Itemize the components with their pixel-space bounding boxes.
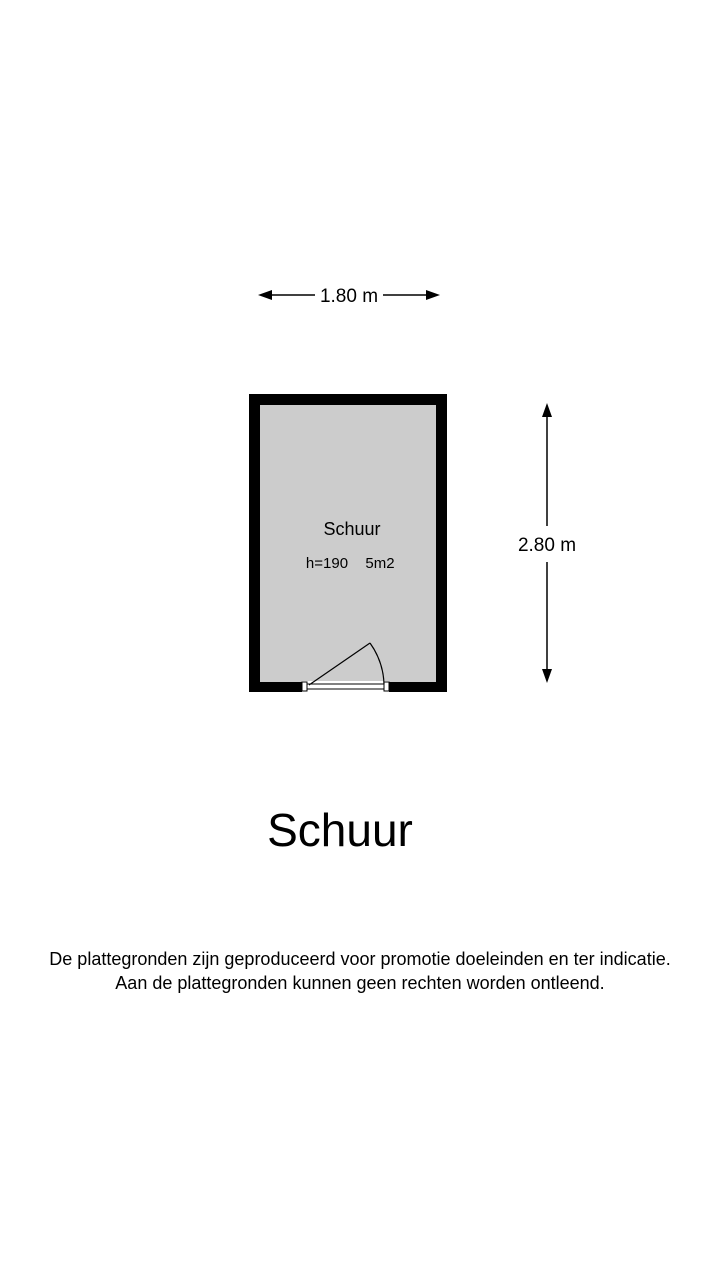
disclaimer-line-1: De plattegronden zijn geproduceerd voor promotie doeleinden en ter indicatie. [49,949,671,969]
door-jamb-right [384,682,389,691]
arrow-down-icon [542,669,552,683]
disclaimer-line-2: Aan de plattegronden kunnen geen rechten worden ontleend. [115,973,605,993]
room-floor [260,405,436,682]
room-schuur [249,394,447,692]
height-dimension [518,403,576,683]
arrow-up-icon [542,403,552,417]
width-dimension [258,286,440,307]
door-jamb-left [302,682,307,691]
arrow-left-icon [258,290,272,300]
height-dimension-label: 2.80 m [517,535,577,556]
room-area: 5m2 [365,555,395,572]
room-height: h=190 [305,555,349,572]
room-name: Schuur [323,519,381,539]
plan-title: Schuur [267,804,413,856]
width-dimension-label: 1.80 m [319,286,379,307]
arrow-right-icon [426,290,440,300]
disclaimer [0,947,720,995]
door-opening [302,681,389,692]
